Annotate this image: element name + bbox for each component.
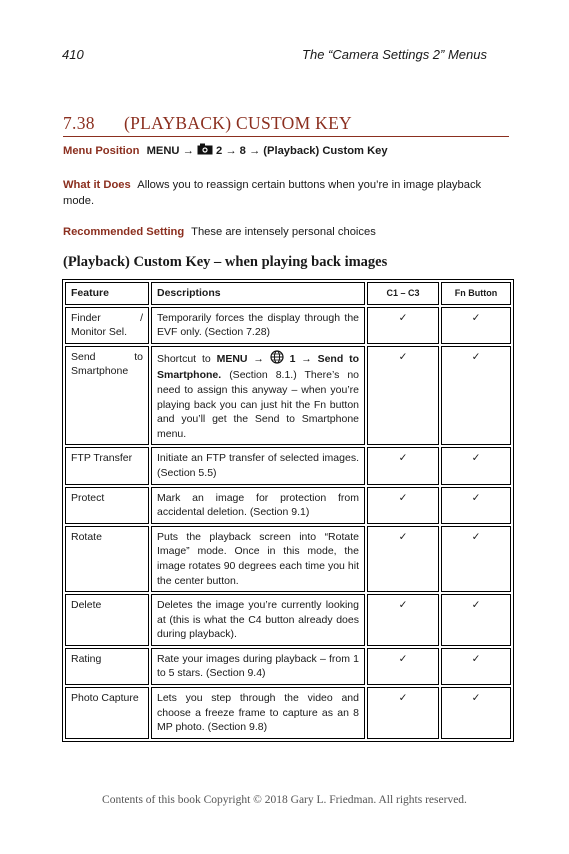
table-row — [65, 648, 511, 685]
description-cell: Initiate an FTP transfer of selected images. (Section 5.5) — [151, 447, 365, 484]
menu-position-paragraph — [63, 143, 483, 160]
what-it-does-text: Allows you to reassign certain buttons when you’re in image playback mode. — [63, 179, 482, 207]
table-header-row — [65, 282, 511, 305]
table-row — [65, 487, 511, 524]
camera-icon — [197, 143, 213, 160]
check-icon: ✓ — [367, 648, 439, 685]
check-icon: ✓ — [441, 648, 511, 685]
menu-position-label: Menu Position — [63, 145, 140, 157]
feature-cell: Finder / Monitor Sel. — [65, 307, 149, 344]
description-cell: Puts the playback screen into “Rotate Image” mode. Once in this mode, the image rotates 90 degrees each time you hit the center button. — [151, 526, 365, 592]
copyright-footer: Contents of this book Copyright © 2018 Gary L. Friedman. All rights reserved. — [102, 794, 467, 806]
table-row — [65, 307, 511, 344]
check-icon: ✓ — [441, 594, 511, 646]
feature-cell: Delete — [65, 594, 149, 646]
check-icon: ✓ — [441, 346, 511, 446]
table-row — [65, 526, 511, 592]
globe-icon — [270, 350, 284, 369]
description-cell: Rate your images during playback – from 1 to 5 stars. (Section 9.4) — [151, 648, 365, 685]
feature-cell: FTP Transfer — [65, 447, 149, 484]
header-fn-button: Fn Button — [441, 282, 511, 305]
send-desc-menu: MENU → — [216, 352, 264, 365]
menu-path-end: 2 → 8 → (Playback) Custom Key — [216, 145, 388, 157]
check-icon: ✓ — [367, 487, 439, 524]
chapter-title: The “Camera Settings 2” Menus — [302, 47, 487, 62]
header-c1-c3: C1 – C3 — [367, 282, 439, 305]
feature-cell: Protect — [65, 487, 149, 524]
recommended-label: Recommended Setting — [63, 226, 185, 238]
description-cell: Temporarily forces the display through the EVF only. (Section 7.28) — [151, 307, 365, 344]
table-row — [65, 594, 511, 646]
header-feature: Feature — [65, 282, 149, 305]
check-icon: ✓ — [441, 687, 511, 739]
header-descriptions: Descriptions — [151, 282, 365, 305]
page-number: 410 — [62, 47, 84, 62]
table-title: (Playback) Custom Key – when playing back images — [63, 254, 388, 270]
description-cell: Deletes the image you’re currently looking at (this is what the C4 button already does during playback). — [151, 594, 365, 646]
recommended-paragraph — [63, 224, 483, 240]
feature-cell: Rotate — [65, 526, 149, 592]
check-icon: ✓ — [367, 447, 439, 484]
what-it-does-paragraph — [63, 177, 483, 209]
table-row — [65, 447, 511, 484]
feature-cell: Rating — [65, 648, 149, 685]
section-heading — [63, 113, 509, 137]
check-icon: ✓ — [367, 346, 439, 446]
section-title: (PLAYBACK) CUSTOM KEY — [124, 113, 352, 133]
custom-key-table — [62, 279, 514, 742]
description-cell — [151, 346, 365, 446]
what-it-does-label: What it Does — [63, 179, 131, 191]
description-cell: Mark an image for protection from accidental deletion. (Section 9.1) — [151, 487, 365, 524]
description-cell: Lets you step through the video and choose a freeze frame to capture as an 8 MP photo. (Section 9.8) — [151, 687, 365, 739]
check-icon: ✓ — [441, 487, 511, 524]
send-desc-part3: (Section 8.1.) There’s no need to assign this anyway – when you’re playing back you can just hit the Fn button and you’ll get the Send to Smartphone menu. — [157, 369, 360, 440]
feature-cell: Photo Capture — [65, 687, 149, 739]
check-icon: ✓ — [367, 307, 439, 344]
check-icon: ✓ — [367, 594, 439, 646]
send-desc-part1: Shortcut to — [157, 352, 211, 365]
feature-cell: Send to Smartphone — [65, 346, 149, 446]
menu-path-start: MENU → — [146, 145, 194, 157]
check-icon: ✓ — [367, 687, 439, 739]
check-icon: ✓ — [441, 526, 511, 592]
check-icon: ✓ — [441, 307, 511, 344]
section-number: 7.38 — [63, 113, 95, 133]
table-row — [65, 687, 511, 739]
send-desc-part2: 1 → Send to Smartphone. — [157, 352, 360, 382]
table-row — [65, 346, 511, 446]
recommended-text: These are intensely personal choices — [191, 226, 376, 238]
check-icon: ✓ — [441, 447, 511, 484]
check-icon: ✓ — [367, 526, 439, 592]
